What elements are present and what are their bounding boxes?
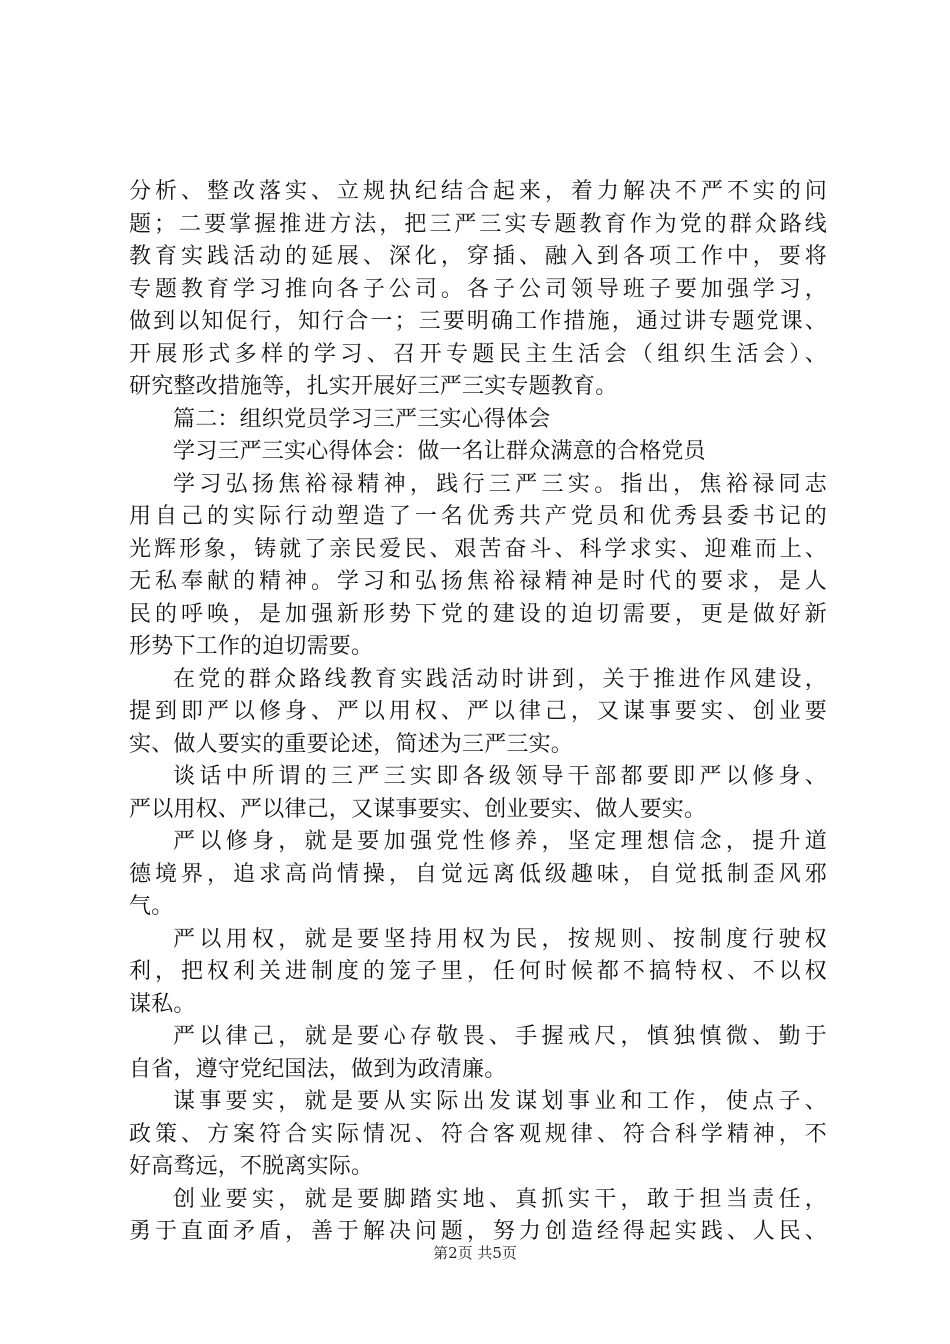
text-line: 分析、整改落实、立规执纪结合起来，着力解决不严不实的问 xyxy=(129,179,827,204)
text-line: 气。 xyxy=(129,894,174,919)
text-line: 提到即严以修身、严以用权、严以律己，又谋事要实、创业要 xyxy=(129,699,827,724)
text-line: 严以用权、严以律己，又谋事要实、创业要实、做人要实。 xyxy=(129,796,707,822)
text-line: 谋私。 xyxy=(129,991,196,1017)
text-line: 实、做人要实的重要论述，简述为三严三实。 xyxy=(129,731,574,757)
text-line: 题；二要掌握推进方法，把三严三实专题教育作为党的群众路线 xyxy=(129,211,827,237)
body-text xyxy=(129,176,827,1249)
text-line: 政策、方案符合实际情况、符合客观规律、符合科学精神，不 xyxy=(129,1121,827,1147)
text-line: 利，把权利关进制度的笼子里，任何时候都不搞特权、不以权 xyxy=(129,959,827,984)
text-line: 用自己的实际行动塑造了一名优秀共产党员和优秀县委书记的 xyxy=(129,504,827,529)
text-line: 德境界，追求高尚情操，自觉远离低级趣味，自觉抵制歪风邪 xyxy=(129,861,827,887)
text-line: 学习弘扬焦裕禄精神，践行三严三实。指出，焦裕禄同志 xyxy=(173,471,827,497)
text-line: 严以用权，就是要坚持用权为民，按规则、按制度行驶权 xyxy=(173,926,827,952)
text-line: 篇二：组织党员学习三严三实心得体会 xyxy=(173,406,551,432)
text-line: 谈话中所谓的三严三实即各级领导干部都要即严以修身、 xyxy=(173,764,827,789)
text-line: 学习三严三实心得体会：做一名让群众满意的合格党员 xyxy=(173,439,706,464)
text-line: 谋事要实，就是要从实际出发谋划事业和工作，使点子、 xyxy=(173,1089,827,1114)
text-line: 勇于直面矛盾，善于解决问题，努力创造经得起实践、人民、 xyxy=(129,1219,827,1244)
text-line: 开展形式多样的学习、召开专题民主生活会（组织生活会）、 xyxy=(129,341,827,367)
text-line: 严以修身，就是要加强党性修养，坚定理想信念，提升道 xyxy=(173,829,827,854)
text-line: 做到以知促行，知行合一；三要明确工作措施，通过讲专题党课、 xyxy=(129,309,827,334)
text-line: 形势下工作的迫切需要。 xyxy=(129,634,374,659)
text-line: 民的呼唤，是加强新形势下党的建设的迫切需要，更是做好新 xyxy=(129,601,827,627)
page-footer: 第2页 共5页 xyxy=(433,1244,517,1262)
text-line: 好高骛远，不脱离实际。 xyxy=(129,1154,374,1179)
text-line: 研究整改措施等，扎实开展好三严三实专题教育。 xyxy=(129,374,618,399)
text-line: 自省，遵守党纪国法，做到为政清廉。 xyxy=(129,1056,507,1082)
text-line: 教育实践活动的延展、深化，穿插、融入到各项工作中，要将 xyxy=(129,244,827,269)
text-line: 光辉形象，铸就了亲民爱民、艰苦奋斗、科学求实、迎难而上、 xyxy=(129,536,827,562)
text-line: 创业要实，就是要脚踏实地、真抓实干，敢于担当责任， xyxy=(173,1186,827,1212)
text-line: 专题教育学习推向各子公司。各子公司领导班子要加强学习， xyxy=(129,276,827,302)
text-line: 在党的群众路线教育实践活动时讲到，关于推进作风建设， xyxy=(173,666,827,692)
text-line: 严以律己，就是要心存敬畏、手握戒尺，慎独慎微、勤于 xyxy=(173,1024,827,1049)
text-line: 无私奉献的精神。学习和弘扬焦裕禄精神是时代的要求，是人 xyxy=(129,569,827,594)
